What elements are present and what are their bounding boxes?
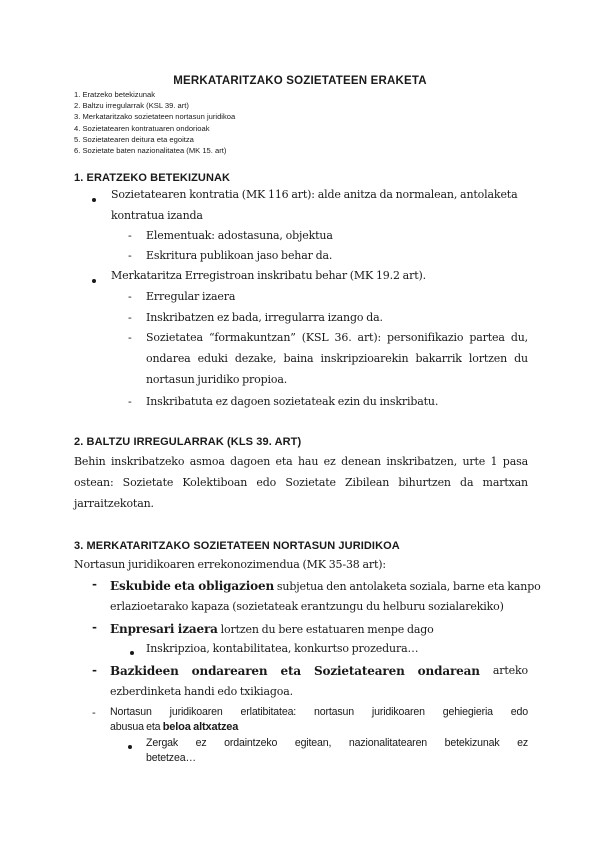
section-1-item-2-sub-3-line-2: ondarea eduki dezake, baina inskripzioarekin bakarrik lortzen du: [146, 352, 528, 365]
section-3-intro: Nortasun juridikoaren errekonozimendua (MK 35-38 art):: [74, 558, 386, 571]
bullet-icon: [92, 198, 96, 202]
section-1-item-1-line-2: kontratua izanda: [111, 209, 203, 222]
section-1-item-2-sub-3-line-3: nortasun juridiko propioa.: [146, 373, 288, 386]
section-3-item-2: [110, 622, 434, 636]
toc-item: 4. Sozietatearen kontratuaren ondorioak: [74, 123, 210, 133]
text-run: arteko: [492, 664, 528, 677]
section-3-item-1-line-1: [110, 579, 541, 593]
section-1-item-2-sub-1: Erregular izaera: [146, 290, 236, 303]
bullet-icon: [130, 651, 134, 655]
section-1-item-1-sub-1: Elementuak: adostasuna, objektua: [146, 229, 333, 242]
section-1-item-1-line-1: Sozietatearen kontratia (MK 116 art): alde anitza da normalean, antolaketa: [111, 188, 518, 201]
toc-item: 6. Sozietate baten nazionalitatea (MK 15. art): [74, 146, 227, 156]
section-2-line-1: Behin inskribatzeko asmoa dagoen eta hau ez denean inskribatzen, urte 1 pasa: [74, 455, 528, 468]
section-3-item-4-sub-line-2: betetzea…: [146, 752, 196, 764]
section-1-heading: 1. ERATZEKO BETEKIZUNAK: [74, 172, 231, 184]
bullet-icon: [92, 279, 96, 283]
section-1-item-2: Merkataritza Erregistroan inskribatu behar (MK 19.2 art).: [111, 269, 426, 282]
section-1-item-2-sub-4: Inskribatuta ez dagoen sozietateak ezin du inskribatu.: [146, 395, 439, 408]
bold-term: Enpresari izaera: [110, 622, 218, 636]
toc-item: 5. Sozietatearen deitura eta egoitza: [74, 134, 194, 144]
dash-icon: -: [92, 577, 97, 591]
document-title: MERKATARITZAKO SOZIETATEEN ERAKETA: [173, 75, 427, 87]
bullet-icon: [128, 745, 132, 749]
section-1-item-1-sub-2: Eskritura publikoan jaso behar da.: [146, 249, 333, 262]
table-of-contents: [74, 89, 235, 156]
section-3-item-4-sub-line-1: Zergak ez ordaintzeko egitean, nazionalitatearen betekizunak ez: [146, 737, 528, 749]
section-2-line-2: ostean: Sozietate Kolektiboan edo Sozietate Zibilean bihurtzen da martxan: [74, 476, 528, 489]
section-2-line-3: jarraitzekotan.: [74, 497, 154, 510]
section-3-item-4-line-1: Nortasun juridikoaren erlatibitatea: nortasun juridikoaren gehiegieria edo: [110, 706, 528, 718]
section-3-item-4-line-2: [110, 721, 238, 733]
section-3-item-3-line-1: [110, 664, 528, 678]
section-1-item-2-sub-3-line-1: Sozietatea “formakuntzan” (KSL 36. art): personifikazio partea du,: [146, 331, 528, 344]
dash-icon: -: [128, 331, 132, 344]
bold-term: ondarearen: [191, 664, 268, 678]
dash-icon: -: [128, 290, 132, 303]
section-2-heading: 2. BALTZU IRREGULARRAK (KLS 39. ART): [74, 436, 302, 448]
dash-icon: -: [128, 395, 132, 408]
section-3-item-2-sub: Inskripzioa, kontabilitatea, konkurtso prozedura…: [146, 642, 419, 655]
dash-icon: -: [128, 229, 132, 242]
text-run: subjetua den antolaketa soziala, barne eta kanpo: [274, 580, 541, 593]
section-3-heading: 3. MERKATARITZAKO SOZIETATEEN NORTASUN JURIDIKOA: [74, 540, 400, 552]
bold-term: eta: [280, 664, 301, 678]
bold-term: Sozietatearen: [313, 664, 405, 678]
section-1-item-2-sub-2: Inskribatzen ez bada, irregularra izango da.: [146, 311, 383, 324]
toc-item: 3. Merkataritzako sozietateen nortasun juridikoa: [74, 112, 236, 122]
toc-item: 2. Baltzu irregularrak (KSL 39. art): [74, 101, 189, 111]
dash-icon: -: [128, 249, 132, 262]
text-run: abusua eta: [110, 721, 163, 733]
bold-term: Eskubide eta obligazioen: [110, 579, 275, 593]
dash-icon: -: [128, 311, 132, 324]
dash-icon: -: [92, 620, 97, 634]
dash-icon: -: [92, 663, 97, 677]
section-3-item-3-line-2: ezberdinketa handi edo txikiagoa.: [110, 685, 294, 698]
bold-term: beloa altxatzea: [162, 721, 239, 733]
toc-item: 1. Eratzeko betekizunak: [74, 90, 156, 99]
dash-icon: -: [92, 706, 96, 719]
text-run: lortzen du bere estatuaren menpe dago: [217, 623, 434, 636]
section-3-item-1-line-2: erlazioetarako kapaza (sozietateak erantzungu du helburu sozialarekiko): [110, 600, 504, 613]
bold-term: ondarean: [417, 664, 480, 678]
bold-term: Bazkideen: [110, 664, 179, 678]
